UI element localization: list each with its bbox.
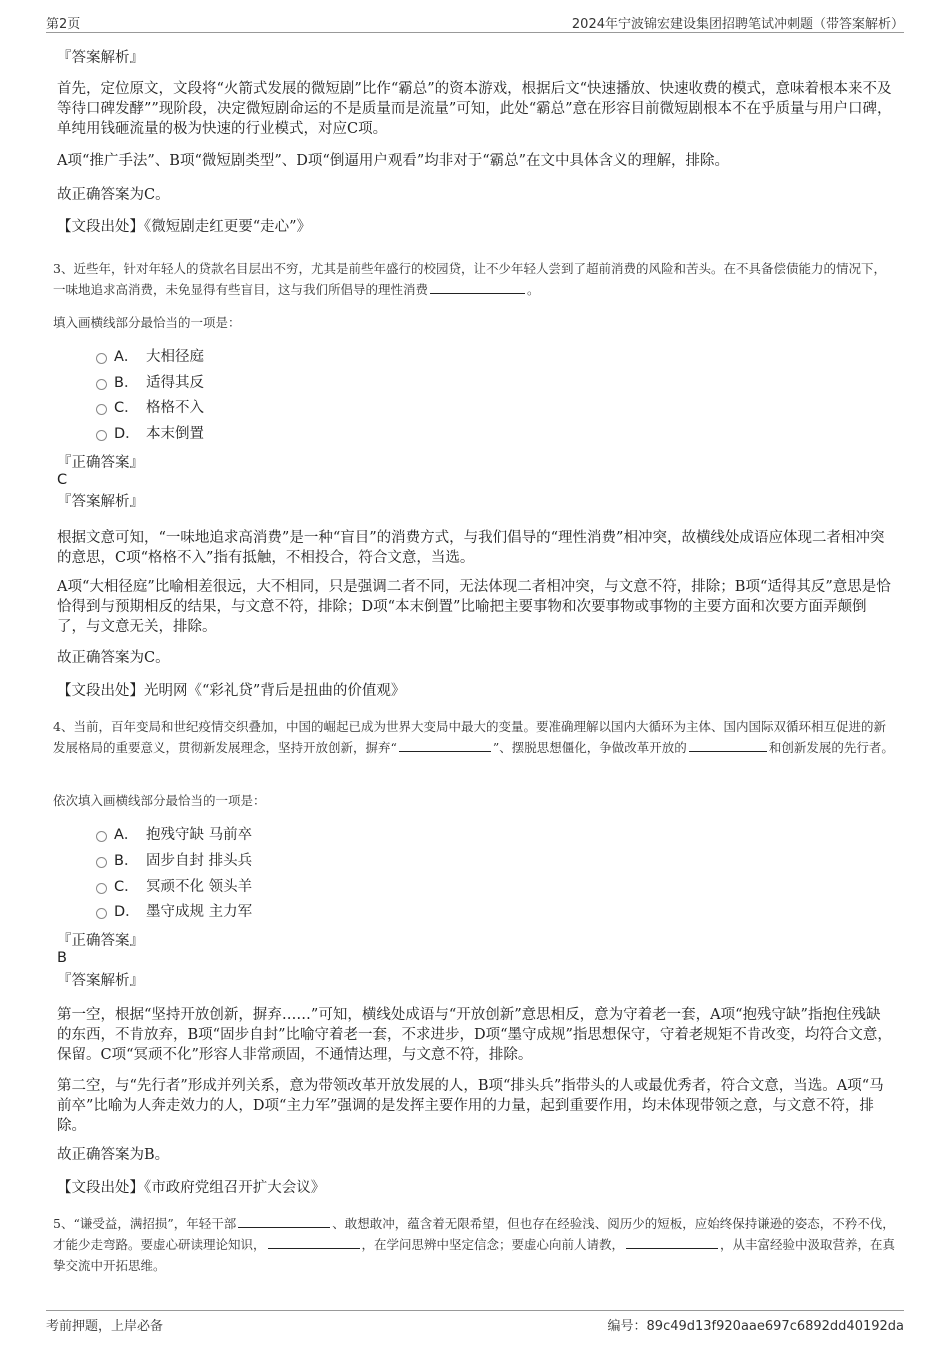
q3-prompt: 填入画横线部分最恰当的一项是： — [53, 315, 241, 330]
option-key: D． — [114, 426, 140, 442]
document-code: 编号：89c49d13f920aae697c6892dd40192da — [607, 1319, 904, 1334]
q3-correct-label: 『正确答案』 — [57, 455, 144, 471]
q5-stem-c: ，在学问思辨中坚定信念；要虚心向前人请教， — [361, 1237, 625, 1252]
q5-blank-1 — [238, 1215, 330, 1228]
option-text: 固步自封 排头兵 — [146, 853, 253, 869]
q4-source: 【文段出处】《市政府党组召开扩大会议》 — [57, 1180, 326, 1196]
q3-source: 【文段出处】光明网《“彩礼贷”背后是扭曲的价值观》 — [57, 683, 406, 699]
option-text: 本末倒置 — [146, 426, 204, 442]
option-key: B． — [114, 853, 139, 869]
q4-stem-text: 4、当前，百年变局和世纪疫情交织叠加，中国的崛起已成为世界大变局中最大的变量。要准确理解以国内大循环为主体、国内国际双循环相互促进的新发展格局的重要意义，贯彻新发展理念，坚持开放创新，摒弃“ — [53, 719, 886, 755]
radio-icon[interactable] — [96, 404, 107, 415]
option-text: 大相径庭 — [146, 349, 204, 365]
q3-blank — [430, 281, 525, 294]
option-text: 抱残守缺 马前卒 — [146, 827, 253, 843]
document-title: 2024年宁波锦宏建设集团招聘笔试冲刺题（带答案解析） — [571, 17, 904, 32]
q3-stem-text: 3、近些年，针对年轻人的贷款名目层出不穷，尤其是前些年盛行的校园贷，让不少年轻人尝到了超前消费的风险和苦头。在不具备偿债能力的情况下，一味地追求高消费，未免显得有些盲目，这与我们所倡导的理性消费 — [53, 261, 886, 297]
q5-stem-d: ，从丰富经验中汲取营养，在真挚交流中开拓思维。 — [53, 1237, 896, 1273]
q3-stem — [53, 258, 896, 300]
q4-stem-mid: ”、摆脱思想僵化，争做改革开放的 — [492, 740, 687, 755]
option-text: 格格不入 — [146, 400, 204, 416]
page-footer — [46, 1310, 904, 1335]
option-text: 冥顽不化 领头羊 — [146, 879, 253, 895]
option-key: C． — [114, 879, 139, 895]
q4-correct-label: 『正确答案』 — [57, 933, 144, 949]
q4-analysis-label: 『答案解析』 — [57, 973, 144, 989]
q5-blank-3 — [626, 1236, 718, 1249]
radio-icon[interactable] — [96, 831, 107, 842]
q5-stem-b: 、敢想敢冲，蕴含着无限希望，但也存在经验浅、阅历少的短板，应始终保持谦逊的姿态，不矜不伐，才能少走弯路。要虚心研读理论知识， — [53, 1216, 895, 1252]
q3-stem-end: 。 — [527, 282, 540, 297]
q3-analysis-p2: A项“大相径庭”比喻相差很远，大不相同，只是强调二者不同，无法体现二者相冲突，与文意不符，排除；B项“适得其反”意思是恰恰得到与预期相反的结果，与文意不符，排除；D项“本末倒置”比喻把主要事物和次要事物或事物的主要方面和次要方面弄颠倒了，与文意无关，排除。 — [57, 579, 891, 635]
radio-icon[interactable] — [96, 908, 107, 919]
q3-analysis-label: 『答案解析』 — [57, 494, 144, 510]
q3-analysis-p3: 故正确答案为C。 — [57, 650, 170, 666]
option-text: 适得其反 — [146, 375, 204, 391]
footer-slogan: 考前押题，上岸必备 — [46, 1319, 164, 1334]
q4-analysis-p3: 故正确答案为B。 — [57, 1147, 170, 1163]
radio-icon[interactable] — [96, 883, 107, 894]
q4-analysis-p2: 第二空，与“先行者”形成并列关系，意为带领改革开放发展的人，B项“排头兵”指带头的人或最优秀者，符合文意，当选。A项“马前卒”比喻为人奔走效力的人，D项“主力军”强调的是发挥主要作用的力量，起到重要作用，均未体现带领之意，与文意不符，排除。 — [57, 1078, 884, 1134]
option-key: A． — [114, 349, 139, 365]
q2-analysis-p2: A项“推广手法”、B项“微短剧类型”、D项“倒逼用户观看”均非对于“霸总”在文中具体含义的理解，排除。 — [57, 153, 730, 169]
q4-prompt: 依次填入画横线部分最恰当的一项是： — [53, 793, 266, 808]
option-key: B． — [114, 375, 139, 391]
q2-analysis-p3: 故正确答案为C。 — [57, 187, 170, 203]
q4-blank-1 — [399, 739, 491, 752]
q4-correct-answer: B — [57, 950, 67, 966]
q2-analysis-label: 『答案解析』 — [57, 50, 144, 66]
radio-icon[interactable] — [96, 430, 107, 441]
q5-stem-text: 5、“谦受益，满招损”，年轻干部 — [53, 1216, 237, 1231]
q5-blank-2 — [268, 1236, 360, 1249]
option-key: D． — [114, 904, 140, 920]
q5-stem — [53, 1213, 896, 1276]
q3-correct-answer: C — [57, 472, 68, 488]
option-key: A． — [114, 827, 139, 843]
radio-icon[interactable] — [96, 379, 107, 390]
q4-stem-end: 和创新发展的先行者。 — [768, 740, 894, 755]
q3-analysis-p1: 根据文意可知，“一味地追求高消费”是一种“盲目”的消费方式，与我们倡导的“理性消费”相冲突，故横线处成语应体现二者相冲突的意思，C项“格格不入”指有抵触，不相投合，符合文意，当选。 — [57, 530, 885, 566]
q4-blank-2 — [689, 739, 767, 752]
option-key: C． — [114, 400, 139, 416]
q2-analysis-p1: 首先，定位原文，文段将“火箭式发展的微短剧”比作“霸总”的资本游戏，根据后文“快速播放、快速收费的模式，意味着根本来不及等待口碑发酵””现阶段，决定微短剧命运的不是质量而是流量”可知，此处“霸总”意在形容目前微短剧根本不在乎质量与用户口碑，单纯用钱砸流量的极为快速的行业模式，对应C项。 — [57, 81, 892, 137]
option-text: 墨守成规 主力军 — [146, 904, 253, 920]
radio-icon[interactable] — [96, 353, 107, 364]
q4-analysis-p1: 第一空，根据“坚持开放创新，摒弃……”可知，横线处成语与“开放创新”意思相反，意为守着老一套，A项“抱残守缺”指抱住残缺的东西，不肯放弃，B项“固步自封”比喻守着老一套，不求进步，D项“墨守成规”指思想保守，守着老规矩不肯改变，均符合文意，保留。C项“冥顽不化”形容人非常顽固，不通情达理，与文意不符，排除。 — [57, 1007, 892, 1063]
radio-icon[interactable] — [96, 857, 107, 868]
q4-stem — [53, 716, 896, 758]
q2-source: 【文段出处】《微短剧走红更要“走心”》 — [57, 219, 312, 235]
page-header — [46, 10, 904, 33]
page-number: 第2页 — [46, 17, 81, 32]
